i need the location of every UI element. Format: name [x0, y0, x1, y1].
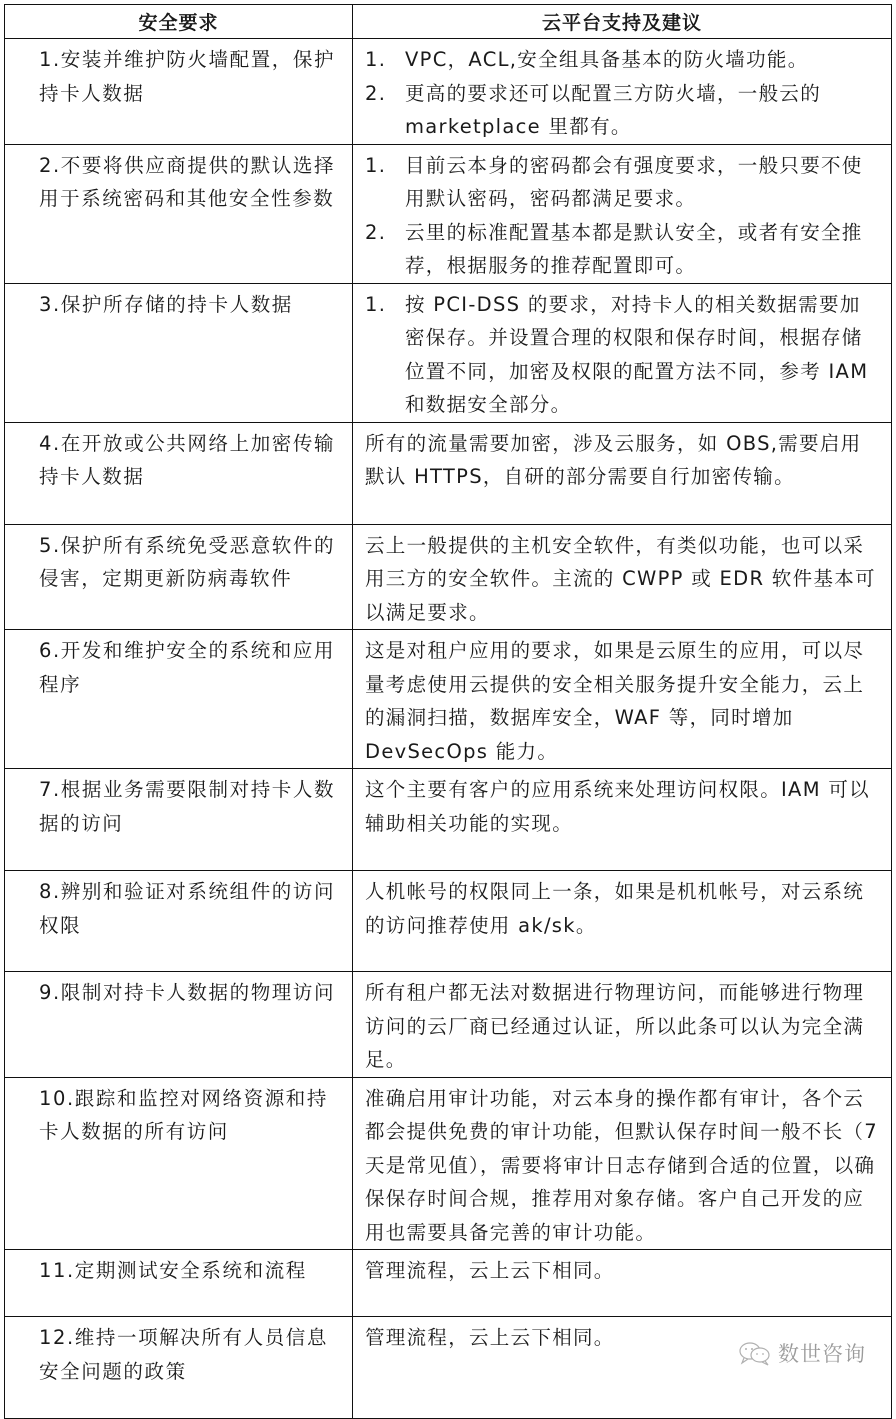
suggestion-list-item	[365, 77, 881, 144]
requirement-cell: 10.跟踪和监控对网络资源和持卡人数据的所有访问	[5, 1077, 353, 1250]
suggestion-cell: 这是对租户应用的要求，如果是云原生的应用，可以尽量考虑使用云提供的安全相关服务提升安全能力，云上的漏洞扫描，数据库安全，WAF 等，同时增加 DevSecOps 能力。	[353, 630, 892, 769]
table-header-row	[5, 5, 892, 39]
watermark-text: 数世咨询	[778, 1342, 866, 1366]
wechat-icon	[738, 1340, 772, 1366]
requirement-cell: 1.安装并维护防火墙配置，保护持卡人数据	[5, 39, 353, 145]
table-row	[5, 524, 892, 630]
requirement-cell: 9.限制对持卡人数据的物理访问	[5, 972, 353, 1078]
table-row	[5, 39, 892, 145]
suggestion-list	[365, 288, 881, 422]
suggestion-list-item	[365, 149, 881, 216]
requirement-cell: 8.辨别和验证对系统组件的访问权限	[5, 871, 353, 972]
suggestion-list-item	[365, 43, 881, 77]
header-suggestion: 云平台支持及建议	[353, 5, 892, 39]
suggestion-list	[365, 149, 881, 283]
suggestion-cell: 准确启用审计功能，对云本身的操作都有审计，各个云都会提供免费的审计功能，但默认保存时间一般不长（7 天是常见值），需要将审计日志存储到合适的位置，以确保保存时间合规，推荐用对象存储。客户自己开发的应用也需要具备完善的审计功能。	[353, 1077, 892, 1250]
suggestion-list-item	[365, 288, 881, 422]
suggestion-cell: 所有的流量需要加密，涉及云服务，如 OBS,需要启用默认 HTTPS，自研的部分需要自行加密传输。	[353, 422, 892, 524]
suggestion-list-item	[365, 216, 881, 283]
table-row	[5, 283, 892, 422]
table-row	[5, 144, 892, 283]
suggestion-cell: 所有租户都无法对数据进行物理访问，而能够进行物理访问的云厂商已经通过认证，所以此条可以认为完全满足。	[353, 972, 892, 1078]
table-row	[5, 422, 892, 524]
table-row	[5, 630, 892, 769]
suggestion-list	[365, 43, 881, 144]
requirement-cell: 7.根据业务需要限制对持卡人数据的访问	[5, 769, 353, 871]
suggestion-cell	[353, 283, 892, 422]
suggestion-cell: 云上一般提供的主机安全软件，有类似功能，也可以采用三方的安全软件。主流的 CWPP 或 EDR 软件基本可以满足要求。	[353, 524, 892, 630]
requirement-cell: 4.在开放或公共网络上加密传输持卡人数据	[5, 422, 353, 524]
suggestion-cell	[353, 39, 892, 145]
suggestion-cell	[353, 144, 892, 283]
table-row	[5, 769, 892, 871]
requirement-cell: 6.开发和维护安全的系统和应用程序	[5, 630, 353, 769]
list-number: 2.	[365, 220, 387, 244]
suggestion-cell: 管理流程，云上云下相同。	[353, 1317, 892, 1419]
table-row	[5, 1077, 892, 1250]
requirement-cell: 5.保护所有系统免受恶意软件的侵害，定期更新防病毒软件	[5, 524, 353, 630]
list-number: 1.	[365, 48, 387, 71]
pci-dss-cloud-table	[4, 4, 892, 1419]
list-text: VPC，ACL,安全组具备基本的防火墙功能。	[405, 48, 809, 71]
list-number: 1.	[365, 153, 387, 177]
suggestion-cell: 管理流程，云上云下相同。	[353, 1250, 892, 1317]
table-row	[5, 1250, 892, 1317]
list-number: 2.	[365, 81, 387, 105]
list-text: 按 PCI-DSS 的要求，对持卡人的相关数据需要加密保存。并设置合理的权限和保存时间，根据存储位置不同，加密及权限的配置方法不同，参考 IAM 和数据安全部分。	[405, 292, 869, 416]
requirement-cell: 2.不要将供应商提供的默认选择用于系统密码和其他安全性参数	[5, 144, 353, 283]
header-requirement: 安全要求	[5, 5, 353, 39]
list-text: 云里的标准配置基本都是默认安全，或者有安全推荐，根据服务的推荐配置即可。	[405, 220, 863, 277]
list-text: 目前云本身的密码都会有强度要求，一般只要不使用默认密码，密码都满足要求。	[405, 153, 863, 210]
requirement-cell: 3.保护所存储的持卡人数据	[5, 283, 353, 422]
list-number: 1.	[365, 292, 387, 316]
table-row	[5, 871, 892, 972]
table-row	[5, 972, 892, 1078]
suggestion-cell: 这个主要有客户的应用系统来处理访问权限。IAM 可以辅助相关功能的实现。	[353, 769, 892, 871]
suggestion-cell: 人机帐号的权限同上一条，如果是机机帐号，对云系统的访问推荐使用 ak/sk。	[353, 871, 892, 972]
list-text: 更高的要求还可以配置三方防火墙，一般云的 marketplace 里都有。	[405, 81, 822, 138]
requirement-cell: 11.定期测试安全系统和流程	[5, 1250, 353, 1317]
watermark	[738, 1338, 866, 1368]
requirement-cell: 12.维持一项解决所有人员信息安全问题的政策	[5, 1317, 353, 1419]
